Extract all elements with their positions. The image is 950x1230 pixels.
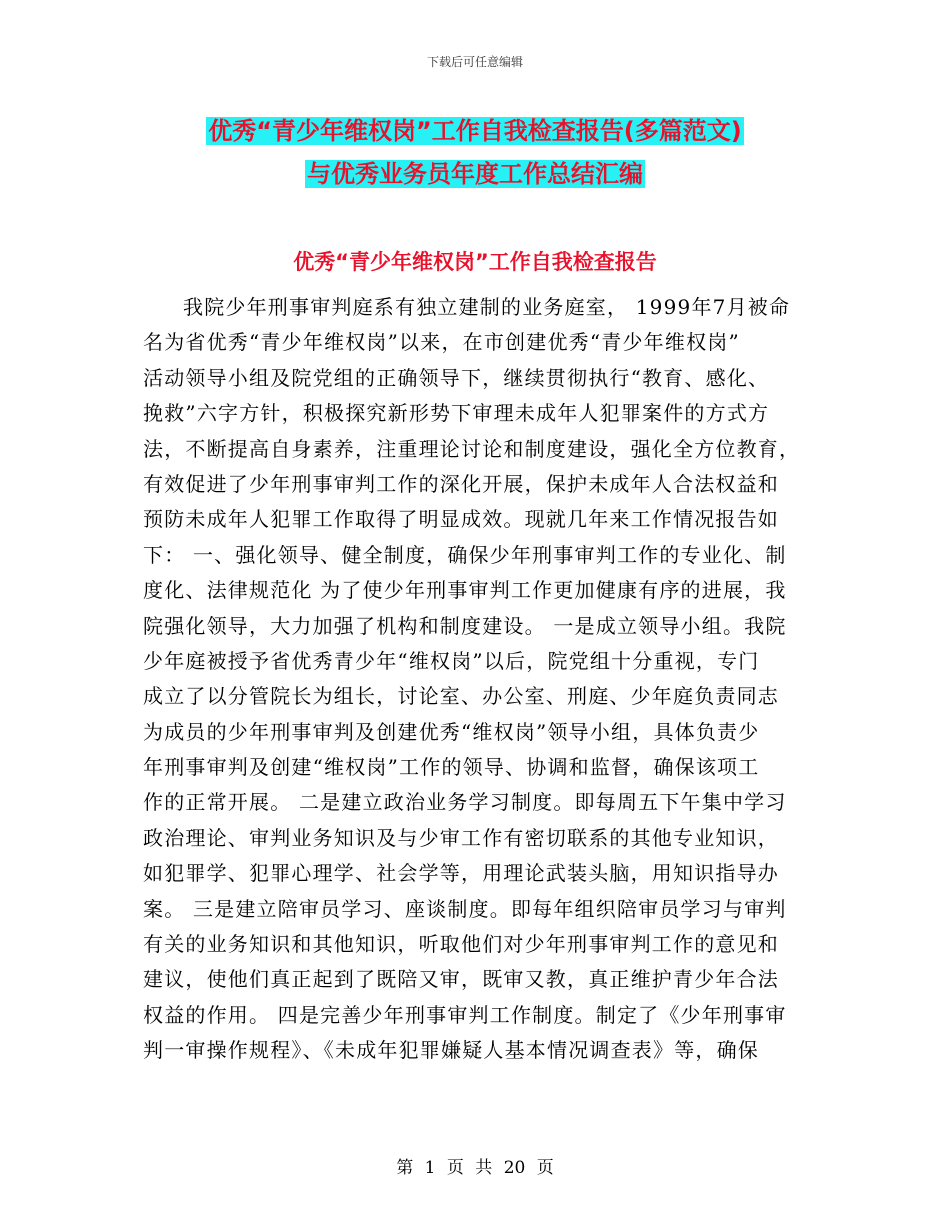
page-number-footer: 第 1 页 共 20 页 (396, 1158, 554, 1178)
document-title-line-2 (0, 156, 950, 192)
body-line: 下： 一、强化领导、健全制度，确保少年刑事审判工作的专业化、制 (143, 542, 787, 567)
body-line: 挽救”六字方针，积极探究新形势下审理未成年人犯罪案件的方式方 (143, 401, 770, 426)
body-line: 少年庭被授予省优秀青少年“维权岗”以后，院党组十分重视，专门 (143, 648, 760, 673)
body-line: 权益的作用。 四是完善少年刑事审判工作制度。制定了《少年刑事审 (143, 1002, 787, 1027)
body-line: 名为省优秀“青少年维权岗”以来，在市创建优秀“青少年维权岗” (143, 330, 740, 355)
document-title-text-2: 与优秀业务员年度工作总结汇编 (307, 160, 643, 188)
document-title-text-1: 优秀“青少年维权岗”工作自我检查报告(多篇范文) (208, 117, 742, 145)
body-line: 院强化领导，大力加强了机构和制度建设。 一是成立领导小组。我院 (143, 613, 787, 638)
body-line: 如犯罪学、犯罪心理学、社会学等，用理论武装头脑，用知识指导办 (143, 861, 779, 886)
body-line: 预防未成年人犯罪工作取得了明显成效。现就几年来工作情况报告如 (143, 507, 779, 532)
section-title: 优秀“青少年维权岗”工作自我检查报告 (293, 250, 657, 274)
body-line: 政治理论、审判业务知识及与少审工作有密切联系的其他专业知识， (143, 825, 779, 850)
body-line: 判一审操作规程》、《未成年犯罪嫌疑人基本情况调查表》等，确保 (143, 1038, 759, 1063)
body-text (143, 290, 808, 1069)
body-line: 为成员的少年刑事审判及创建优秀“维权岗”领导小组，具体负责少 (143, 719, 760, 744)
body-line: 成立了以分管院长为组长，讨论室、办公室、刑庭、少年庭负责同志 (143, 684, 779, 709)
body-line: 度化、法律规范化 为了使少年刑事审判工作更加健康有序的进展，我 (143, 578, 787, 603)
body-line: 有关的业务知识和其他知识，听取他们对少年刑事审判工作的意见和 (143, 932, 779, 957)
body-line: 我院少年刑事审判庭系有独立建制的业务庭室， 1999年7月被命 (183, 295, 791, 319)
body-line: 建议，使他们真正起到了既陪又审，既审又教，真正维护青少年合法 (143, 967, 779, 992)
body-line: 案。 三是建立陪审员学习、座谈制度。即每年组织陪审员学习与审判 (143, 896, 787, 921)
body-line: 活动领导小组及院党组的正确领导下，继续贯彻执行“教育、感化、 (143, 365, 770, 390)
body-line: 有效促进了少年刑事审判工作的深化开展，保护未成年人合法权益和 (143, 471, 779, 496)
document-title-line-1 (0, 113, 950, 149)
body-line: 年刑事审判及创建“维权岗”工作的领导、协调和监督，确保该项工 (143, 755, 760, 780)
body-line: 法，不断提高自身素养，注重理论讨论和制度建设，强化全方位教育， (143, 436, 801, 461)
header-note: 下载后可任意编辑 (426, 55, 523, 69)
body-line: 作的正常开展。 二是建立政治业务学习制度。即每周五下午集中学习 (143, 790, 787, 815)
